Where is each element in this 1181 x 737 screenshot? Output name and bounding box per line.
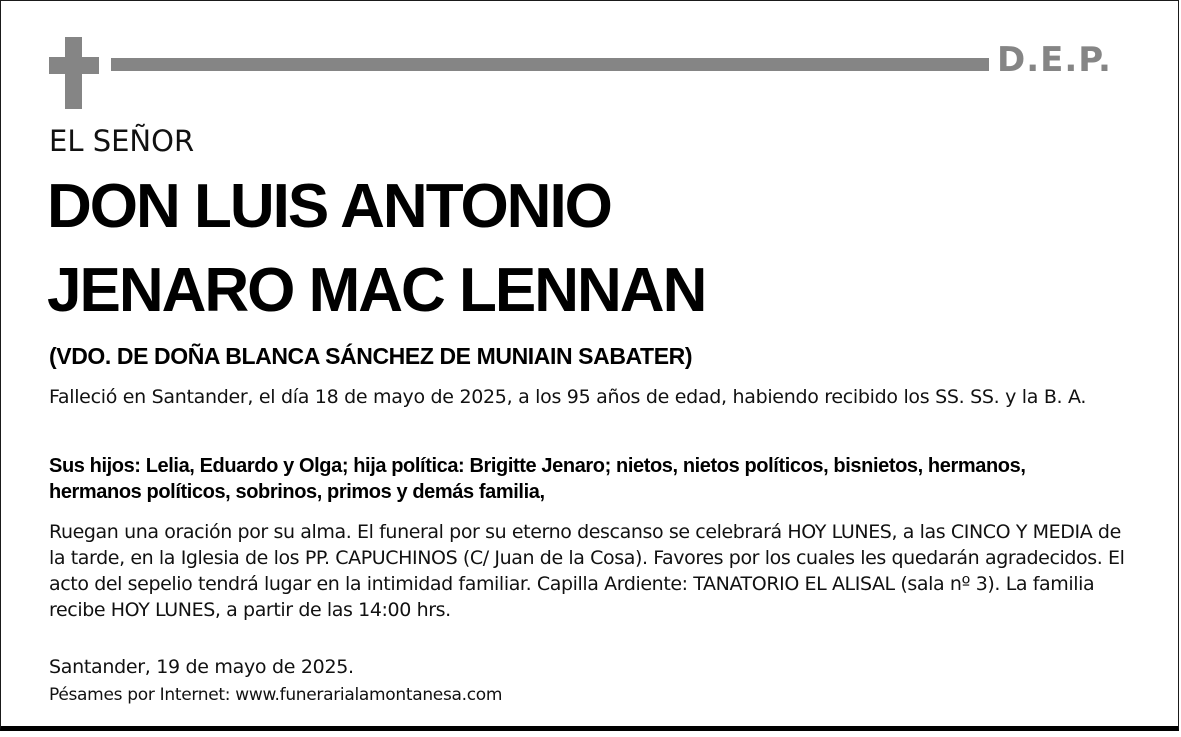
header-rule	[111, 58, 989, 71]
dep-badge: D.E.P.	[997, 40, 1112, 80]
salutation: EL SEÑOR	[49, 124, 195, 158]
deceased-name-line-2: JENARO MAC LENNAN	[47, 256, 706, 325]
cross-icon	[49, 37, 99, 109]
cross-horizontal-bar	[49, 57, 99, 74]
widow-of: (VDO. DE DOÑA BLANCA SÁNCHEZ DE MUNIAIN SABATER)	[49, 343, 693, 369]
family-members: Sus hijos: Lelia, Eduardo y Olga; hija política: Brigitte Jenaro; nietos, nietos políticos, bisnietos, hermanos, hermanos políticos, sobrinos, primos y demás familia,	[49, 455, 1026, 503]
place-date: Santander, 19 de mayo de 2025.	[49, 656, 354, 678]
death-notice: Falleció en Santander, el día 18 de mayo de 2025, a los 95 años de edad, habiendo recibido los SS. SS. y la B. A.	[49, 386, 1087, 408]
deceased-name-line-1: DON LUIS ANTONIO	[47, 172, 611, 241]
funeral-info: Ruegan una oración por su alma. El funeral por su eterno descanso se celebrará HOY LUNES, a las CINCO Y MEDIA de la tarde, en la Iglesia de los PP. CAPUCHINOS (C/ Juan de la Cosa). Favores por los cuales les quedarán agradecidos. El acto del sepelio tendrá lugar en la intimidad familiar. Capilla Ardiente: TANATORIO EL ALISAL (sala nº 3). La familia recibe HOY LUNES, a partir de las 14:00 hrs.	[49, 521, 1125, 621]
condolences-link[interactable]: Pésames por Internet: www.funerarialamontanesa.com	[49, 685, 503, 705]
